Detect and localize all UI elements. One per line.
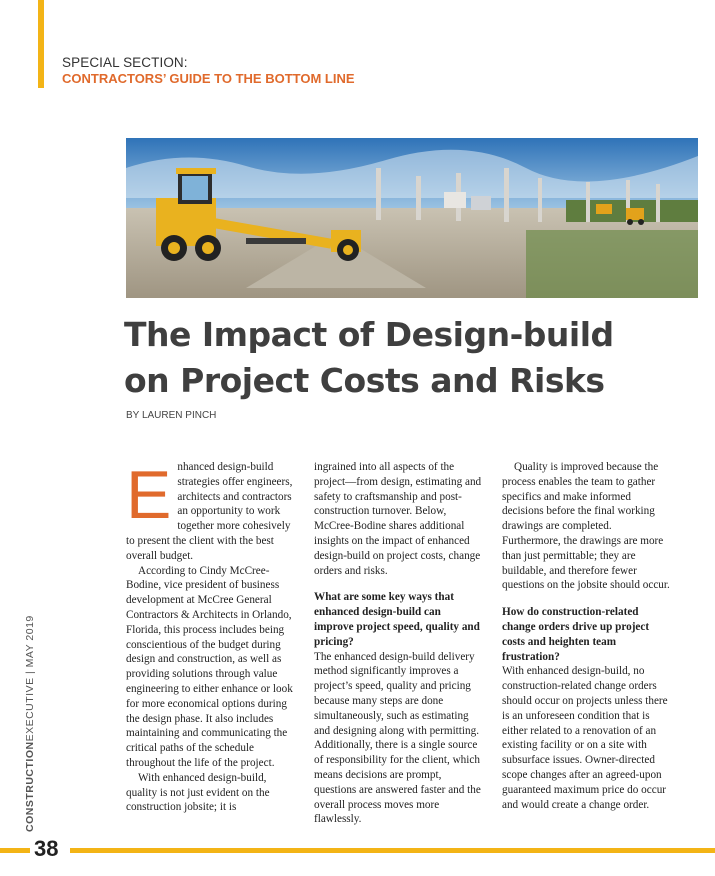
top-accent-bar bbox=[38, 0, 44, 88]
article-column-1 bbox=[126, 457, 294, 815]
bottom-accent-bar-right bbox=[70, 848, 715, 853]
article-headline bbox=[124, 312, 704, 404]
paragraph: According to Cindy McCree-Bodine, vice president of business development at McCree General Contractors & Architects in Orlando, Florida, this process includes being conscientious of the budget during design and construction, as well as providing solutions through value engineering to either enhance or look for more economical options during the design phase. It also includes maintaining and communicating the critical paths of the schedule throughout the life of the project. bbox=[126, 564, 293, 769]
magazine-issue-label bbox=[24, 615, 36, 832]
paragraph: With enhanced design-build, no construction-related change orders should occur on projects unless there is an unforeseen condition that is either related to a renovation of an existing facility or on a site with subsurface issues. Owner-directed scope changes after an agreed-upon guaranteed maximum price do occur and would create a change order. bbox=[502, 665, 668, 811]
drop-cap: E bbox=[126, 457, 172, 533]
headline-line-2: on Project Costs and Risks bbox=[124, 361, 605, 400]
paragraph: Quality is improved because the process enables the team to gather specifics and make informed decisions before the final working drawings are completed. Furthermore, the drawings are more than just permittable; they are buildable, and therefore fewer questions on the jobsite should occur. bbox=[502, 461, 670, 592]
paragraph: The enhanced design-build delivery method significantly improves a project’s speed, quality and pricing because many steps are done simultaneously, such as estimating and designing along with permitting. Additionally, there is a single source of responsibility for the client, which means decisions are prompt, questions are answered faster and the overall process moves more flawlessly. bbox=[314, 650, 481, 826]
article-column-2 bbox=[314, 460, 482, 827]
construction-site-photo bbox=[126, 138, 698, 298]
page-number: 38 bbox=[34, 836, 59, 861]
article-column-3 bbox=[502, 460, 672, 812]
magazine-name-light: EXECUTIVE bbox=[24, 677, 36, 742]
question-heading: How do construction-related change orders drive up project costs and heighten team frustration? bbox=[502, 606, 650, 663]
issue-date: MAY 2019 bbox=[24, 615, 36, 668]
section-title: CONTRACTORS’ GUIDE TO THE BOTTOM LINE bbox=[62, 71, 355, 86]
bottom-accent-bar-left bbox=[0, 848, 30, 853]
separator: | bbox=[24, 670, 36, 674]
headline-line-1: The Impact of Design-build bbox=[124, 315, 614, 354]
question-heading: What are some key ways that enhanced design-build can improve project speed, quality and pricing? bbox=[314, 591, 480, 648]
paragraph: With enhanced design-build, quality is not just evident on the construction jobsite; it is bbox=[126, 771, 270, 814]
paragraph: nhanced design-build strategies offer engineers, architects and contractors an opportunity to work together more cohesively to present the client with the best overall budget. bbox=[126, 461, 293, 562]
byline: BY LAUREN PINCH bbox=[126, 410, 217, 421]
magazine-name-bold: CONSTRUCTION bbox=[24, 741, 36, 832]
paragraph: ingrained into all aspects of the project—from design, estimating and safety to craftsmanship and post-construction turnover. Below, McCree-Bodine shares additional insights on the impact of enhanced design-build on project costs, change orders and risks. bbox=[314, 461, 482, 577]
section-label: SPECIAL SECTION: bbox=[62, 55, 188, 70]
